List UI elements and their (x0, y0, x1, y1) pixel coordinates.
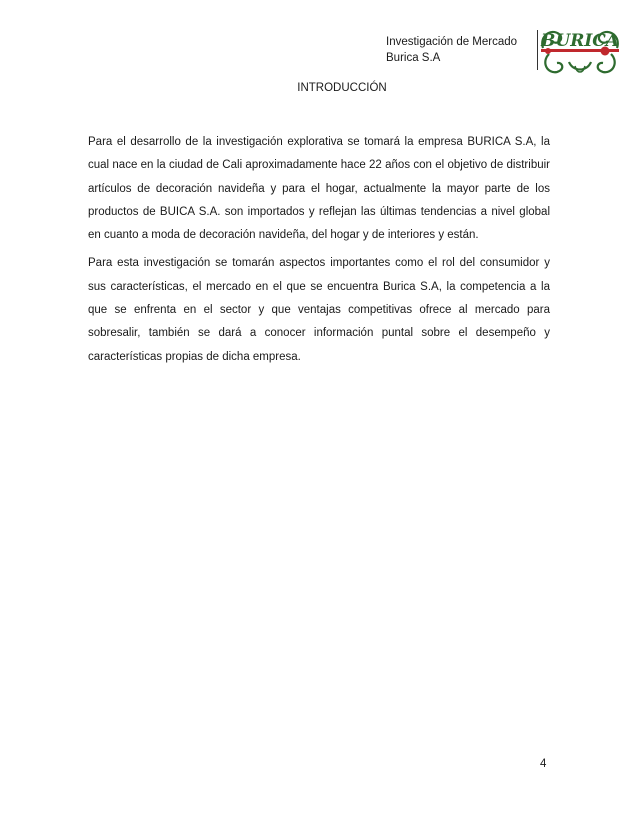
header-line-2: Burica S.A (386, 52, 441, 64)
paragraph-2: Para esta investigación se tomarán aspectos importantes como el rol del consumidor y sus características, el mercado en el que se encuentra Burica S.A, la competencia a la que se enfrenta en el sector y que ventajas competitivas ofrece al mercado para sobresalir, también se dará a conocer información puntal sobre el desempeño y características propias de dicha empresa. (88, 257, 550, 363)
page-number: 4 (540, 758, 547, 770)
logo-text: BURICA (541, 31, 619, 51)
paragraph-1: Para el desarrollo de la investigación explorativa se tomará la empresa BURICA S.A, la cual nace en la ciudad de Cali aproximadamente hace 22 años con el objetivo de distribuir artículos de decoración navideña y para el hogar, actualmente la mayor parte de los productos de BUICA S.A. son importados y reflejan las últimas tendencias a nivel global en cuanto a moda de decoración navideña, del hogar y de interiores y están. (88, 136, 550, 242)
page-header (386, 34, 517, 66)
header-divider (537, 30, 538, 70)
header-line-1: Investigación de Mercado (386, 36, 518, 48)
page-title (0, 82, 638, 94)
page-title-text: INTRODUCCIÓN (297, 82, 387, 94)
burica-logo (539, 22, 621, 78)
body-text (88, 131, 550, 374)
